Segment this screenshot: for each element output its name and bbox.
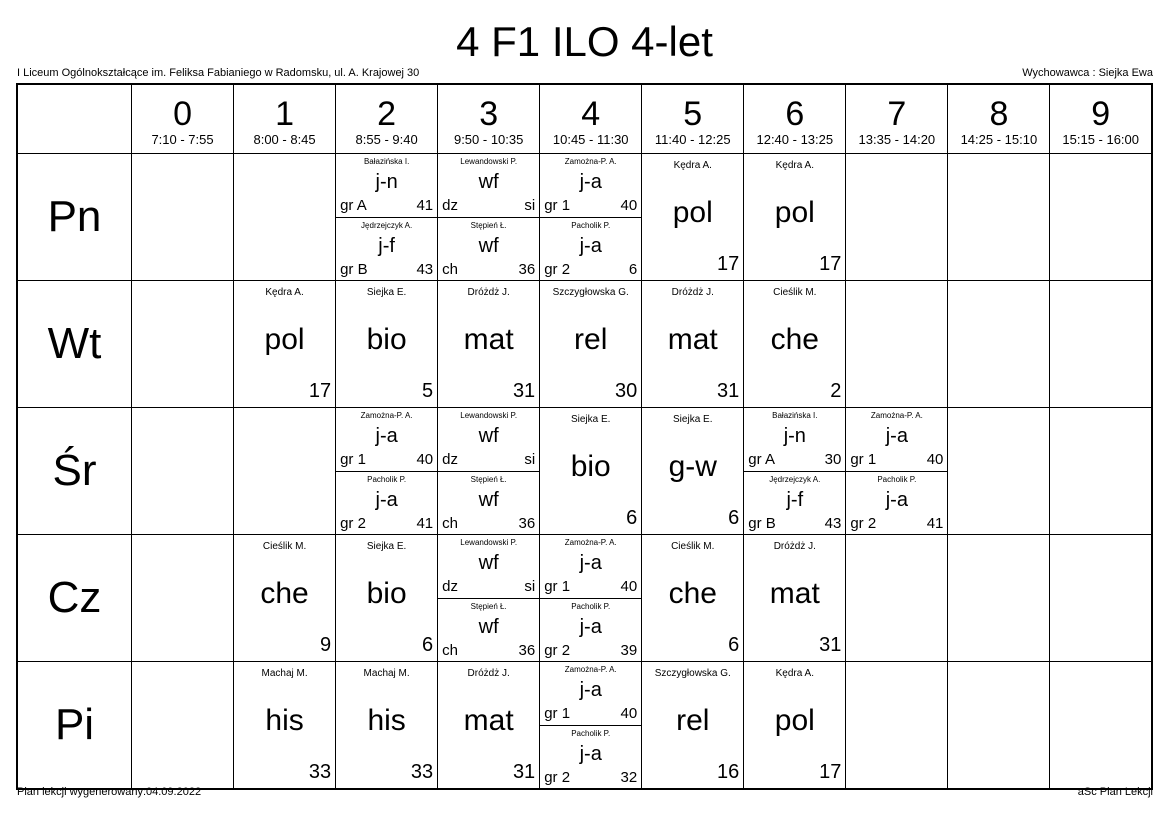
- timetable-cell: [744, 535, 846, 662]
- app-name: aSc Plan Lekcji: [1077, 786, 1153, 798]
- lesson: [642, 154, 743, 280]
- lesson-group: gr 1: [340, 451, 366, 468]
- lesson-group: gr B: [340, 261, 368, 278]
- lesson-teacher: Machaj M.: [363, 668, 410, 679]
- lesson-room: 36: [518, 642, 536, 659]
- timetable-cell: [846, 281, 948, 408]
- lesson: [234, 662, 335, 788]
- group-lesson: [540, 662, 641, 725]
- lesson-teacher: Cieślik M.: [671, 541, 715, 552]
- lesson-teacher: Dróżdż J.: [671, 287, 714, 298]
- period-time: 10:45 - 11:30: [552, 132, 629, 147]
- lesson: [234, 535, 335, 661]
- timetable-cell: [1050, 408, 1152, 535]
- lesson-room: si: [524, 197, 536, 214]
- lesson-room: 17: [819, 253, 842, 275]
- timetable-cell: [438, 281, 540, 408]
- lesson-teacher: Siejka E.: [366, 541, 407, 552]
- group-lesson: [540, 535, 641, 598]
- lesson-teacher: Dróżdż J.: [773, 541, 816, 552]
- timetable-cell: [948, 154, 1050, 281]
- lesson-room: 31: [512, 761, 536, 783]
- lesson-group: gr 2: [850, 515, 877, 532]
- group-lesson: [336, 471, 437, 535]
- period-header: [948, 84, 1050, 154]
- lesson-subject: wf: [478, 489, 499, 511]
- period-header: [234, 84, 336, 154]
- lesson-room: 40: [620, 197, 638, 214]
- lesson: [642, 662, 743, 788]
- period-number: 9: [1091, 95, 1111, 133]
- timetable-cell: [948, 281, 1050, 408]
- lesson-subject: mat: [463, 704, 514, 737]
- page-title: 4 F1 ILO 4-let: [456, 18, 713, 65]
- lesson-room: 6: [628, 261, 638, 278]
- lesson: [336, 281, 437, 407]
- lesson-teacher: Szczygłowska G.: [654, 668, 731, 679]
- lesson-subject: his: [265, 704, 304, 737]
- lesson-subject: j-a: [579, 616, 602, 638]
- day-row: [17, 535, 1152, 662]
- lesson-teacher: Kędra A.: [265, 287, 304, 298]
- lesson-teacher: Jędrzejczyk A.: [769, 475, 821, 484]
- day-label: Pi: [17, 662, 132, 790]
- class-teacher: Wychowawca : Siejka Ewa: [1022, 67, 1153, 79]
- lesson-teacher: Zamożna-P. A.: [564, 538, 617, 547]
- timetable-cell: [540, 281, 642, 408]
- lesson-subject: bio: [570, 450, 611, 483]
- lesson-room: 39: [620, 642, 638, 659]
- lesson-teacher: Bałazińska I.: [772, 411, 818, 420]
- timetable-cell: [948, 408, 1050, 535]
- period-number: 5: [683, 95, 703, 133]
- lesson-subject: j-a: [579, 235, 602, 257]
- timetable-cell: [234, 281, 336, 408]
- lesson-subject: wf: [478, 171, 499, 193]
- timetable-cell: [132, 281, 234, 408]
- timetable-cell: [642, 535, 744, 662]
- lesson-teacher: Dróżdż J.: [467, 668, 510, 679]
- timetable-cell: [948, 535, 1050, 662]
- lesson-room: 6: [728, 507, 740, 529]
- timetable-cell: [846, 662, 948, 790]
- lesson-room: 43: [416, 261, 434, 278]
- lesson-teacher: Cieślik M.: [262, 541, 307, 552]
- lesson-teacher: Pacholik P.: [571, 602, 611, 611]
- group-lesson: [540, 217, 641, 281]
- timetable-cell: [744, 154, 846, 281]
- period-time: 14:25 - 15:10: [960, 132, 1038, 147]
- lesson-teacher: Zamożna-P. A.: [360, 411, 413, 420]
- timetable-cell: [132, 408, 234, 535]
- lesson: [642, 535, 743, 661]
- lesson-teacher: Stępień Ł.: [470, 221, 507, 230]
- lesson-group: dz: [442, 451, 458, 468]
- lesson-subject: bio: [366, 323, 407, 356]
- lesson-room: 9: [319, 634, 332, 656]
- group-lesson: [846, 408, 947, 471]
- lesson-group: gr 1: [544, 578, 571, 595]
- lesson: [642, 281, 743, 407]
- timetable-cell: [540, 662, 642, 790]
- day-row: [17, 662, 1152, 790]
- lesson-room: 16: [717, 761, 740, 783]
- lesson-subject: j-a: [579, 743, 602, 765]
- timetable-cell: [642, 154, 744, 281]
- timetable-cell: [336, 662, 438, 790]
- period-time: 13:35 - 14:20: [858, 132, 936, 147]
- group-lesson: [438, 408, 539, 471]
- lesson-group: gr 1: [544, 705, 571, 722]
- lesson-group: dz: [442, 578, 458, 595]
- lesson-subject: che: [260, 577, 309, 610]
- lesson-teacher: Siejka E.: [366, 287, 407, 298]
- lesson-group: gr 2: [544, 769, 571, 786]
- corner-cell: [17, 84, 132, 154]
- lesson-subject: j-f: [786, 489, 804, 511]
- lesson-room: 43: [824, 515, 842, 532]
- timetable-cell: [438, 662, 540, 790]
- lesson-room: 31: [512, 380, 536, 402]
- lesson-subject: j-a: [885, 425, 908, 447]
- period-number: 3: [479, 95, 499, 133]
- lesson-room: si: [524, 578, 536, 595]
- lesson-teacher: Cieślik M.: [773, 287, 817, 298]
- timetable-cell: [948, 662, 1050, 790]
- timetable-cell: [540, 535, 642, 662]
- lesson-subject: j-a: [579, 679, 602, 701]
- generated-date: Plan lekcji wygenerowany:04.09.2022: [17, 786, 202, 798]
- period-header: [642, 84, 744, 154]
- lesson-room: 6: [728, 634, 740, 656]
- group-lesson: [336, 217, 437, 281]
- lesson-room: 17: [308, 380, 332, 402]
- lesson-teacher: Stępień Ł.: [470, 475, 507, 484]
- lesson: [744, 535, 845, 661]
- lesson-room: 33: [308, 761, 332, 783]
- timetable-cell: [1050, 535, 1152, 662]
- day-label: Wt: [17, 281, 132, 408]
- lesson-teacher: Siejka E.: [570, 414, 611, 425]
- period-number: 4: [581, 95, 601, 133]
- timetable-cell: [744, 662, 846, 790]
- lesson: [438, 662, 539, 788]
- day-row: [17, 154, 1152, 281]
- group-lesson: [438, 535, 539, 598]
- lesson-teacher: Pacholik P.: [877, 475, 917, 484]
- timetable-cell: [642, 281, 744, 408]
- timetable-cell: [642, 408, 744, 535]
- timetable-cell: [846, 535, 948, 662]
- group-lesson: [540, 725, 641, 789]
- timetable-cell: [438, 408, 540, 535]
- lesson-subject: j-a: [885, 489, 908, 511]
- lesson-teacher: Kędra A.: [775, 160, 814, 171]
- lesson-group: ch: [442, 642, 458, 659]
- lesson-subject: mat: [463, 323, 514, 356]
- period-time: 12:40 - 13:25: [756, 132, 834, 147]
- timetable-cell: [744, 408, 846, 535]
- period-time: 15:15 - 16:00: [1062, 132, 1140, 147]
- timetable-cell: [234, 408, 336, 535]
- lesson-group: gr 2: [544, 261, 571, 278]
- lesson-subject: j-a: [579, 171, 602, 193]
- period-time: 7:10 - 7:55: [151, 132, 214, 147]
- lesson-subject: g-w: [668, 450, 717, 483]
- timetable-grid: [16, 83, 1153, 790]
- lesson-room: 17: [819, 761, 842, 783]
- timetable-cell: [132, 154, 234, 281]
- lesson-room: 2: [830, 380, 842, 402]
- lesson-room: 32: [620, 769, 638, 786]
- timetable-cell: [1050, 662, 1152, 790]
- group-lesson: [540, 598, 641, 662]
- group-lesson: [438, 598, 539, 662]
- period-time: 11:40 - 12:25: [654, 132, 731, 147]
- lesson-teacher: Machaj M.: [261, 668, 308, 679]
- lesson: [744, 154, 845, 280]
- lesson-room: 41: [416, 197, 434, 214]
- timetable-cell: [846, 154, 948, 281]
- lesson-subject: j-n: [375, 171, 398, 193]
- lesson-teacher: Zamożna-P. A.: [564, 665, 617, 674]
- lesson: [744, 281, 845, 407]
- timetable-cell: [540, 154, 642, 281]
- timetable-cell: [132, 662, 234, 790]
- lesson-group: ch: [442, 261, 458, 278]
- period-header: [744, 84, 846, 154]
- timetable-cell: [132, 535, 234, 662]
- lesson: [234, 281, 335, 407]
- lesson-room: 41: [926, 515, 944, 532]
- lesson-room: 31: [717, 380, 740, 402]
- day-label: Pn: [17, 154, 132, 281]
- lesson-subject: j-a: [375, 489, 398, 511]
- lesson-subject: che: [668, 577, 717, 610]
- lesson-teacher: Zamożna-P. A.: [870, 411, 923, 420]
- day-label: Cz: [17, 535, 132, 662]
- lesson-teacher: Kędra A.: [775, 668, 814, 679]
- lesson: [744, 662, 845, 788]
- timetable-cell: [846, 408, 948, 535]
- lesson-room: 36: [518, 261, 536, 278]
- lesson-room: 31: [819, 634, 842, 656]
- lesson-subject: j-a: [375, 425, 398, 447]
- timetable-body: [17, 154, 1152, 790]
- timetable-cell: [642, 662, 744, 790]
- day-row: [17, 408, 1152, 535]
- period-number: 2: [377, 95, 397, 133]
- lesson-room: 6: [422, 634, 434, 656]
- period-time: 8:00 - 8:45: [253, 132, 316, 147]
- timetable-cell: [234, 535, 336, 662]
- period-number: 8: [989, 95, 1009, 133]
- period-header: [540, 84, 642, 154]
- timetable-cell: [1050, 281, 1152, 408]
- lesson-subject: bio: [366, 577, 407, 610]
- period-time: 9:50 - 10:35: [453, 132, 524, 147]
- lesson-group: ch: [442, 515, 458, 532]
- day-row: [17, 281, 1152, 408]
- lesson-subject: wf: [478, 425, 499, 447]
- lesson-teacher: Jędrzejczyk A.: [361, 221, 413, 230]
- lesson-subject: rel: [574, 323, 608, 356]
- timetable-cell: [336, 281, 438, 408]
- timetable-cell: [336, 408, 438, 535]
- timetable-cell: [234, 662, 336, 790]
- lesson-subject: pol: [672, 196, 713, 229]
- group-lesson: [336, 154, 437, 217]
- lesson: [438, 281, 539, 407]
- period-number: 6: [785, 95, 805, 133]
- lesson-teacher: Szczygłowska G.: [552, 287, 629, 298]
- lesson: [336, 535, 437, 661]
- lesson-teacher: Pacholik P.: [571, 729, 611, 738]
- lesson-subject: che: [770, 323, 819, 356]
- lesson-group: gr A: [748, 451, 775, 468]
- lesson-subject: j-a: [579, 552, 602, 574]
- lesson-teacher: Lewandowski P.: [460, 538, 518, 547]
- timetable-cell: [438, 154, 540, 281]
- period-header: [132, 84, 234, 154]
- group-lesson: [540, 154, 641, 217]
- lesson-room: 30: [614, 380, 638, 402]
- lesson-teacher: Pacholik P.: [571, 221, 611, 230]
- period-header-row: [17, 84, 1152, 154]
- lesson-teacher: Siejka E.: [673, 414, 713, 425]
- lesson-room: 30: [824, 451, 842, 468]
- lesson-room: 40: [620, 578, 638, 595]
- lesson-subject: wf: [478, 616, 499, 638]
- lesson-subject: mat: [667, 323, 718, 356]
- lesson-room: si: [524, 451, 536, 468]
- timetable-cell: [744, 281, 846, 408]
- lesson: [336, 662, 437, 788]
- period-number: 7: [887, 95, 907, 133]
- period-header: [1050, 84, 1152, 154]
- group-lesson: [438, 154, 539, 217]
- lesson-group: dz: [442, 197, 458, 214]
- lesson: [642, 408, 743, 534]
- day-label: Śr: [17, 408, 132, 535]
- lesson-teacher: Lewandowski P.: [460, 157, 518, 166]
- lesson-subject: j-n: [783, 425, 806, 447]
- lesson-teacher: Pacholik P.: [367, 475, 407, 484]
- group-lesson: [438, 217, 539, 281]
- lesson-group: gr B: [748, 515, 776, 532]
- lesson-group: gr 2: [544, 642, 571, 659]
- timetable-cell: [336, 535, 438, 662]
- lesson-subject: wf: [478, 552, 499, 574]
- lesson-subject: pol: [774, 196, 815, 229]
- lesson-room: 40: [926, 451, 944, 468]
- timetable-cell: [1050, 154, 1152, 281]
- lesson-teacher: Stępień Ł.: [470, 602, 507, 611]
- lesson-room: 40: [416, 451, 434, 468]
- period-number: 0: [173, 95, 192, 133]
- lesson-group: gr 1: [544, 197, 571, 214]
- lesson-subject: mat: [769, 577, 820, 610]
- lesson-room: 33: [410, 761, 434, 783]
- lesson-group: gr 1: [850, 451, 877, 468]
- lesson-room: 6: [626, 507, 638, 529]
- period-time: 8:55 - 9:40: [355, 132, 418, 147]
- period-header: [438, 84, 540, 154]
- period-header: [336, 84, 438, 154]
- group-lesson: [336, 408, 437, 471]
- lesson-subject: wf: [478, 235, 499, 257]
- period-header: [846, 84, 948, 154]
- lesson-group: gr 2: [340, 515, 366, 532]
- timetable-cell: [336, 154, 438, 281]
- group-lesson: [846, 471, 947, 535]
- lesson-subject: j-f: [378, 235, 395, 257]
- lesson-teacher: Zamożna-P. A.: [564, 157, 617, 166]
- period-number: 1: [275, 95, 295, 133]
- lesson-subject: pol: [774, 704, 815, 737]
- group-lesson: [744, 471, 845, 535]
- lesson-subject: rel: [676, 704, 710, 737]
- lesson-subject: his: [367, 704, 406, 737]
- lesson-teacher: Dróżdż J.: [467, 287, 510, 298]
- lesson: [540, 281, 641, 407]
- timetable-cell: [234, 154, 336, 281]
- timetable-cell: [438, 535, 540, 662]
- lesson-subject: pol: [264, 323, 305, 356]
- lesson-room: 17: [717, 253, 740, 275]
- lesson-group: gr A: [340, 197, 367, 214]
- lesson: [540, 408, 641, 534]
- lesson-room: 36: [518, 515, 536, 532]
- lesson-room: 5: [422, 380, 434, 402]
- lesson-teacher: Bałazińska I.: [363, 157, 410, 166]
- group-lesson: [438, 471, 539, 535]
- lesson-teacher: Kędra A.: [673, 160, 712, 171]
- lesson-teacher: Lewandowski P.: [460, 411, 518, 420]
- school-name: I Liceum Ogólnokształcące im. Feliksa Fabianiego w Radomsku, ul. A. Krajowej 30: [17, 67, 420, 79]
- group-lesson: [744, 408, 845, 471]
- lesson-room: 41: [416, 515, 434, 532]
- timetable-cell: [540, 408, 642, 535]
- lesson-room: 40: [620, 705, 638, 722]
